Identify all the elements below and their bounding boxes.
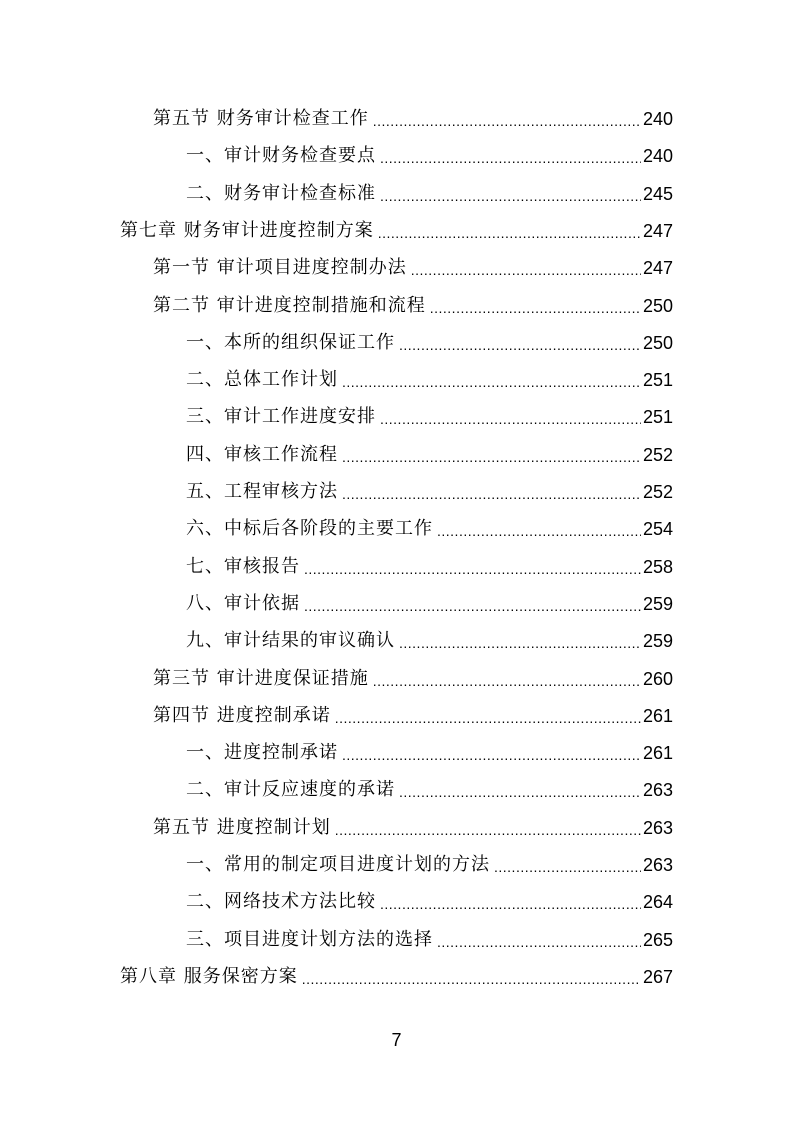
toc-entry-title: 九、审计结果的审议确认 [186, 630, 395, 652]
toc-entry[interactable] [120, 212, 673, 242]
toc-entry-page: 251 [642, 407, 673, 428]
toc-leader-dots [399, 634, 641, 652]
toc-leader-dots [373, 672, 641, 690]
toc-entry[interactable] [186, 846, 673, 876]
toc-entry-title: 第七章 财务审计进度控制方案 [120, 219, 374, 241]
toc-entry-page: 261 [642, 705, 673, 726]
toc-entry-page: 252 [642, 444, 673, 465]
toc-leader-dots [494, 858, 641, 876]
toc-leader-dots [342, 373, 641, 391]
toc-leader-dots [304, 560, 641, 578]
toc-entry-page: 261 [642, 743, 673, 764]
toc-entry-title: 一、常用的制定项目进度计划的方法 [186, 854, 490, 875]
toc-entry-page: 259 [642, 593, 673, 614]
toc-entry[interactable] [186, 622, 673, 652]
toc-entry[interactable] [186, 324, 673, 354]
toc-entry[interactable] [186, 883, 673, 913]
toc-entry-page: 240 [642, 146, 673, 167]
toc-entry-page: 258 [642, 556, 673, 577]
toc-entry-page: 250 [642, 332, 673, 353]
toc-leader-dots [430, 299, 641, 317]
toc-entry-title: 八、审计依据 [186, 592, 300, 614]
toc-entry[interactable] [186, 734, 673, 764]
toc-entry-title: 第四节 进度控制承诺 [153, 704, 331, 726]
toc-entry[interactable] [153, 100, 673, 130]
toc-entry-page: 260 [642, 668, 673, 689]
toc-entry-title: 一、进度控制承诺 [186, 742, 338, 764]
toc-leader-dots [342, 485, 641, 503]
toc-leader-dots [411, 261, 641, 279]
toc-entry-page: 240 [642, 109, 673, 129]
toc-entry[interactable] [186, 771, 673, 801]
toc-entry[interactable] [186, 436, 673, 466]
toc-entry-title: 三、项目进度计划方法的选择 [186, 928, 433, 950]
toc-entry-title: 二、总体工作计划 [186, 369, 338, 391]
toc-leader-dots [380, 149, 641, 167]
toc-entry[interactable] [186, 361, 673, 391]
toc-leader-dots [380, 410, 641, 428]
toc-entry[interactable] [153, 697, 673, 727]
toc-leader-dots [380, 187, 641, 205]
toc-entry-page: 263 [642, 855, 673, 875]
toc-leader-dots [373, 112, 641, 130]
toc-leader-dots [335, 709, 641, 727]
toc-entry[interactable] [186, 473, 673, 503]
toc-entry-page: 264 [642, 892, 673, 913]
toc-entry-title: 第八章 服务保密方案 [120, 965, 298, 987]
toc-entry-page: 245 [642, 183, 673, 204]
toc-entry-title: 五、工程审核方法 [186, 481, 338, 502]
toc-entry-page: 265 [642, 929, 673, 950]
toc-entry-title: 六、中标后各阶段的主要工作 [186, 518, 433, 540]
toc-entry[interactable] [186, 175, 673, 205]
toc-entry[interactable] [153, 660, 673, 690]
toc-entry-title: 七、审核报告 [186, 555, 300, 577]
toc-entry-page: 251 [642, 370, 673, 391]
toc-entry-title: 二、网络技术方法比较 [186, 891, 376, 913]
toc-leader-dots [399, 783, 641, 801]
toc-entry-page: 254 [642, 519, 673, 540]
toc-entry-title: 第三节 审计进度保证措施 [153, 667, 369, 689]
toc-leader-dots [399, 336, 641, 354]
toc-entry-page: 267 [642, 966, 673, 987]
toc-leader-dots [380, 895, 641, 913]
toc-entry-page: 259 [642, 631, 673, 652]
toc-entry-page: 247 [642, 258, 673, 279]
toc-entry-page: 250 [642, 295, 673, 316]
toc-entry-title: 四、审核工作流程 [186, 443, 338, 465]
toc-entry-title: 三、审计工作进度安排 [186, 406, 376, 428]
toc-entry[interactable] [120, 958, 673, 988]
toc-entry[interactable] [186, 510, 673, 540]
toc-entry-title: 一、审计财务检查要点 [186, 145, 376, 167]
toc-leader-dots [342, 448, 641, 466]
toc-entry-title: 第五节 财务审计检查工作 [153, 108, 369, 129]
toc-entry-title: 第一节 审计项目进度控制办法 [153, 257, 407, 279]
toc-entry[interactable] [153, 287, 673, 317]
toc-entry[interactable] [186, 137, 673, 167]
toc-entry-title: 二、审计反应速度的承诺 [186, 779, 395, 801]
toc-entry-page: 247 [642, 220, 673, 241]
toc-entry[interactable] [153, 809, 673, 839]
toc-entry[interactable] [186, 921, 673, 951]
toc-entry-title: 第二节 审计进度控制措施和流程 [153, 294, 426, 316]
toc-entry[interactable] [186, 548, 673, 578]
toc-leader-dots [378, 224, 641, 242]
toc-leader-dots [335, 821, 641, 839]
toc-leader-dots [302, 970, 641, 988]
toc-leader-dots [437, 522, 641, 540]
toc-entry-title: 第五节 进度控制计划 [153, 816, 331, 838]
toc-leader-dots [342, 746, 641, 764]
toc-entry[interactable] [186, 398, 673, 428]
toc-entry[interactable] [153, 249, 673, 279]
toc-leader-dots [304, 597, 641, 615]
toc-entry[interactable] [186, 585, 673, 615]
toc-entry-title: 一、本所的组织保证工作 [186, 331, 395, 353]
toc-entry-page: 263 [642, 780, 673, 801]
toc-entry-title: 二、财务审计检查标准 [186, 182, 376, 204]
toc-entry-page: 263 [642, 817, 673, 838]
toc-entry-page: 252 [642, 482, 673, 502]
toc-leader-dots [437, 933, 641, 951]
page-number: 7 [391, 1030, 402, 1050]
